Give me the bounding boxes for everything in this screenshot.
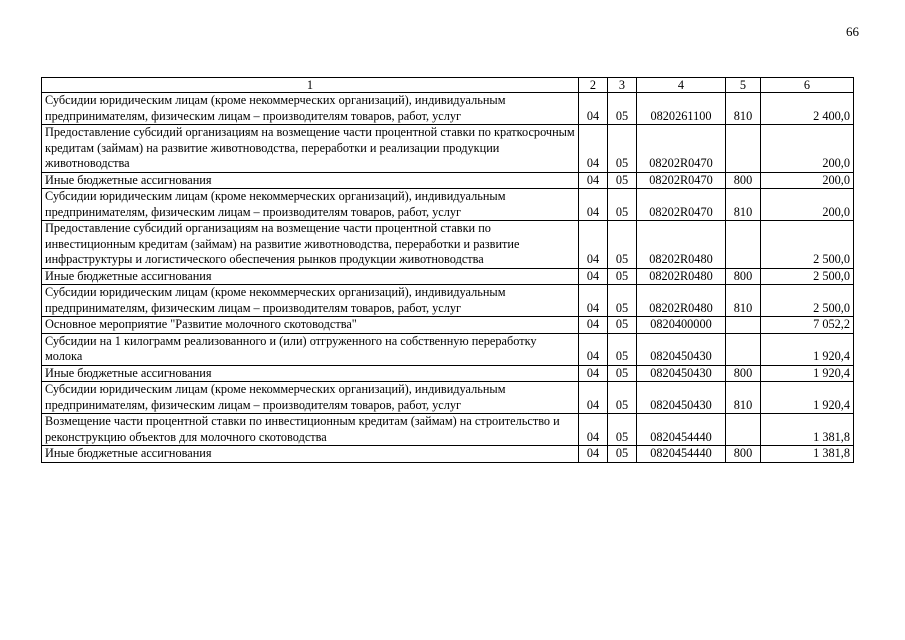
row-section-cell: 04 — [579, 317, 608, 334]
header-col-1: 1 — [42, 78, 579, 93]
row-amount-cell: 1 920,4 — [761, 333, 854, 365]
row-section-cell: 04 — [579, 285, 608, 317]
row-amount-cell: 2 500,0 — [761, 285, 854, 317]
row-name-cell: Субсидии юридическим лицам (кроме некоммерческих организаций), индивидуальным предпринимателям, физическим лицам – производителям товаров, работ, услуг — [42, 189, 579, 221]
row-name-cell: Иные бюджетные ассигнования — [42, 365, 579, 382]
row-name-cell: Предоставление субсидий организациям на возмещение части процентной ставки по краткосрочным кредитам (займам) на развитие животноводства, переработки и реализации продукции животноводства — [42, 125, 579, 173]
row-target-article-cell: 0820261100 — [637, 93, 726, 125]
row-target-article-cell: 08202R0470 — [637, 172, 726, 189]
row-amount-cell: 7 052,2 — [761, 317, 854, 334]
table-row — [42, 285, 854, 317]
row-section-cell: 04 — [579, 333, 608, 365]
table-row — [42, 189, 854, 221]
table-row — [42, 446, 854, 463]
row-section-cell: 04 — [579, 382, 608, 414]
row-amount-cell: 200,0 — [761, 172, 854, 189]
row-target-article-cell: 08202R0470 — [637, 189, 726, 221]
row-subsection-cell: 05 — [608, 221, 637, 269]
row-subsection-cell: 05 — [608, 365, 637, 382]
row-expense-type-cell: 800 — [726, 268, 761, 285]
table-row — [42, 125, 854, 173]
budget-table — [41, 77, 854, 463]
row-expense-type-cell — [726, 333, 761, 365]
row-name-cell: Иные бюджетные ассигнования — [42, 172, 579, 189]
header-col-6: 6 — [761, 78, 854, 93]
row-subsection-cell: 05 — [608, 414, 637, 446]
row-subsection-cell: 05 — [608, 382, 637, 414]
row-amount-cell: 1 920,4 — [761, 365, 854, 382]
row-target-article-cell: 0820400000 — [637, 317, 726, 334]
row-name-cell: Иные бюджетные ассигнования — [42, 268, 579, 285]
table-row — [42, 172, 854, 189]
row-amount-cell: 200,0 — [761, 125, 854, 173]
row-section-cell: 04 — [579, 172, 608, 189]
row-section-cell: 04 — [579, 414, 608, 446]
row-target-article-cell: 08202R0480 — [637, 221, 726, 269]
row-name-cell: Основное мероприятие "Развитие молочного скотоводства" — [42, 317, 579, 334]
row-subsection-cell: 05 — [608, 285, 637, 317]
row-name-cell: Возмещение части процентной ставки по инвестиционным кредитам (займам) на строительство и реконструкцию объектов для молочного скотоводства — [42, 414, 579, 446]
row-subsection-cell: 05 — [608, 317, 637, 334]
row-amount-cell: 2 500,0 — [761, 221, 854, 269]
table-body — [42, 93, 854, 463]
row-name-cell: Предоставление субсидий организациям на возмещение части процентной ставки по инвестиционным кредитам (займам) на развитие животноводства, переработки и развитие инфраструктуры и логистического обеспечения рынков продукции животноводства — [42, 221, 579, 269]
table-row — [42, 268, 854, 285]
row-name-cell: Субсидии юридическим лицам (кроме некоммерческих организаций), индивидуальным предпринимателям, физическим лицам – производителям товаров, работ, услуг — [42, 93, 579, 125]
table-row — [42, 221, 854, 269]
row-expense-type-cell — [726, 414, 761, 446]
row-name-cell: Субсидии юридическим лицам (кроме некоммерческих организаций), индивидуальным предпринимателям, физическим лицам – производителям товаров, работ, услуг — [42, 285, 579, 317]
table-header-row — [42, 78, 854, 93]
table-row — [42, 333, 854, 365]
table-row — [42, 414, 854, 446]
row-target-article-cell: 0820454440 — [637, 446, 726, 463]
row-amount-cell: 1 381,8 — [761, 414, 854, 446]
row-target-article-cell: 08202R0480 — [637, 268, 726, 285]
row-amount-cell: 1 381,8 — [761, 446, 854, 463]
row-subsection-cell: 05 — [608, 172, 637, 189]
row-target-article-cell: 08202R0470 — [637, 125, 726, 173]
row-subsection-cell: 05 — [608, 93, 637, 125]
row-section-cell: 04 — [579, 221, 608, 269]
table-row — [42, 317, 854, 334]
row-target-article-cell: 0820454440 — [637, 414, 726, 446]
row-target-article-cell: 0820450430 — [637, 333, 726, 365]
row-expense-type-cell: 800 — [726, 172, 761, 189]
row-name-cell: Субсидии на 1 килограмм реализованного и (или) отгруженного на собственную переработку молока — [42, 333, 579, 365]
row-target-article-cell: 08202R0480 — [637, 285, 726, 317]
header-col-5: 5 — [726, 78, 761, 93]
row-amount-cell: 2 400,0 — [761, 93, 854, 125]
row-section-cell: 04 — [579, 446, 608, 463]
table-row — [42, 382, 854, 414]
row-subsection-cell: 05 — [608, 125, 637, 173]
header-col-2: 2 — [579, 78, 608, 93]
table-row — [42, 93, 854, 125]
header-col-4: 4 — [637, 78, 726, 93]
row-expense-type-cell: 810 — [726, 285, 761, 317]
row-target-article-cell: 0820450430 — [637, 382, 726, 414]
row-subsection-cell: 05 — [608, 268, 637, 285]
page-number: 66 — [846, 24, 859, 39]
row-expense-type-cell: 800 — [726, 446, 761, 463]
row-name-cell: Иные бюджетные ассигнования — [42, 446, 579, 463]
row-section-cell: 04 — [579, 268, 608, 285]
row-subsection-cell: 05 — [608, 189, 637, 221]
row-expense-type-cell — [726, 317, 761, 334]
row-amount-cell: 200,0 — [761, 189, 854, 221]
row-name-cell: Субсидии юридическим лицам (кроме некоммерческих организаций), индивидуальным предпринимателям, физическим лицам – производителям товаров, работ, услуг — [42, 382, 579, 414]
row-subsection-cell: 05 — [608, 333, 637, 365]
row-section-cell: 04 — [579, 93, 608, 125]
row-expense-type-cell: 810 — [726, 189, 761, 221]
row-expense-type-cell: 800 — [726, 365, 761, 382]
row-expense-type-cell: 810 — [726, 382, 761, 414]
row-expense-type-cell — [726, 125, 761, 173]
row-section-cell: 04 — [579, 365, 608, 382]
row-section-cell: 04 — [579, 189, 608, 221]
header-col-3: 3 — [608, 78, 637, 93]
row-amount-cell: 2 500,0 — [761, 268, 854, 285]
row-subsection-cell: 05 — [608, 446, 637, 463]
row-amount-cell: 1 920,4 — [761, 382, 854, 414]
row-expense-type-cell — [726, 221, 761, 269]
row-expense-type-cell: 810 — [726, 93, 761, 125]
table-row — [42, 365, 854, 382]
row-section-cell: 04 — [579, 125, 608, 173]
row-target-article-cell: 0820450430 — [637, 365, 726, 382]
